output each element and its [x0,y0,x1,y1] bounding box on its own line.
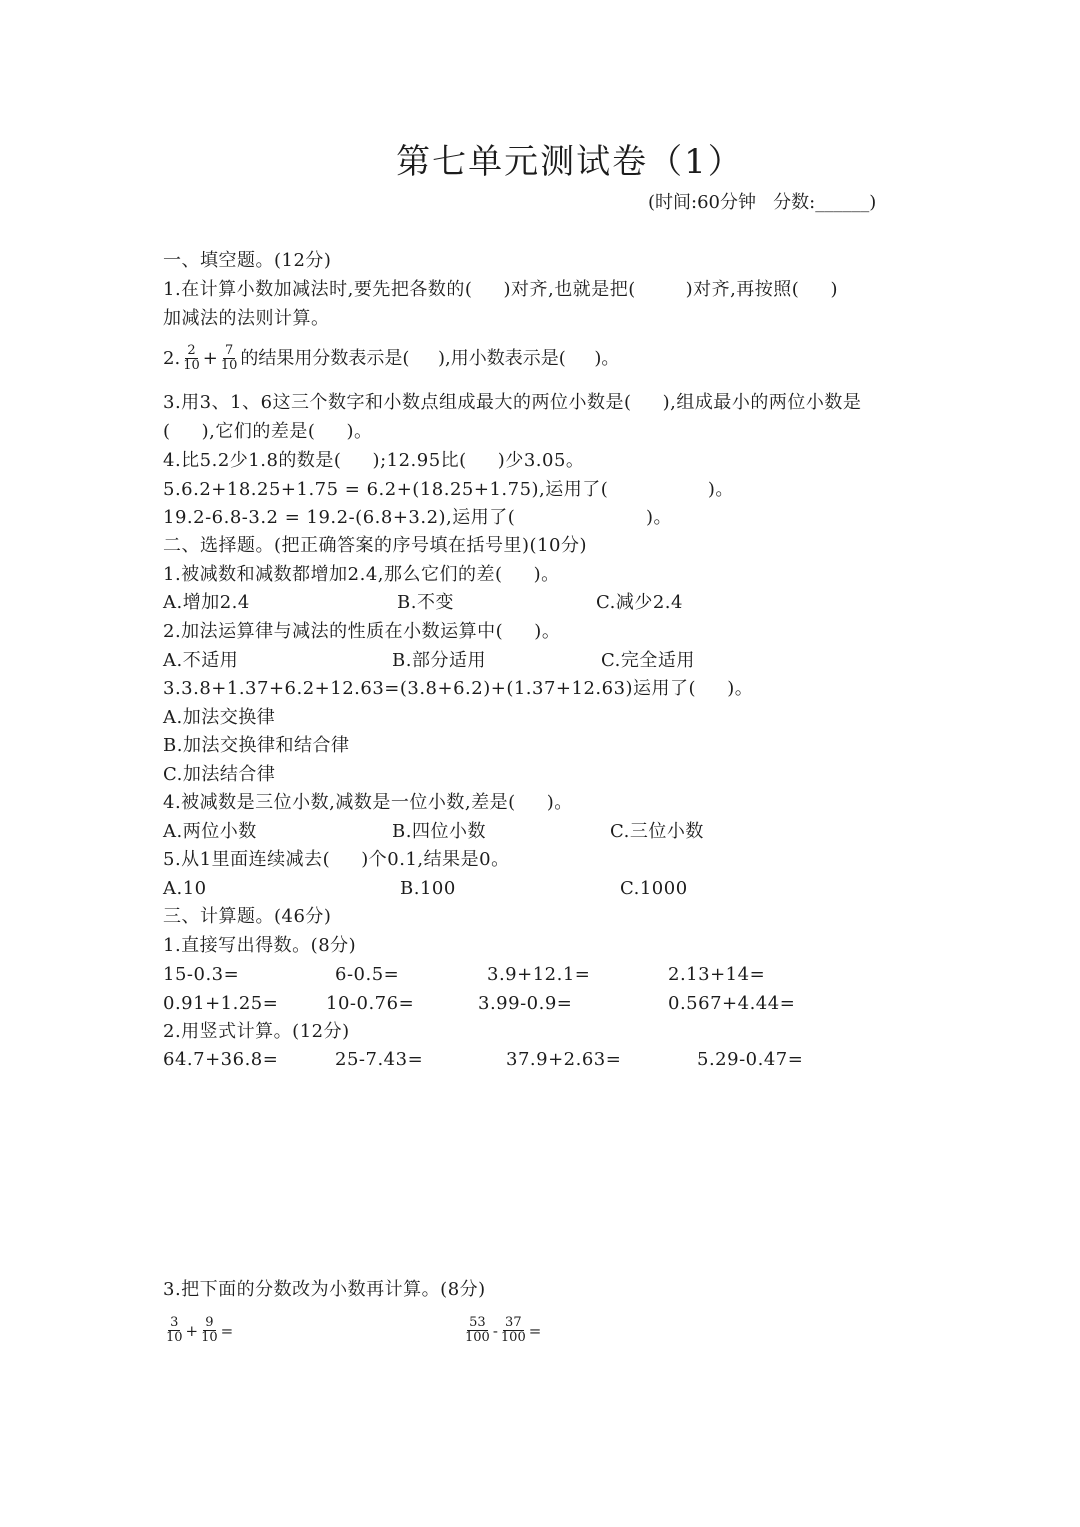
s3-q2-item: 25-7.43= [335,1049,424,1070]
s2-q1-option-a: A.增加2.4 [163,592,250,613]
fraction [499,1316,528,1345]
s1-q1-line1: 1.在计算小数加减法时,要先把各数的( )对齐,也就是把( )对齐,再按照( ) [163,279,838,300]
s2-q1-option-c: C.减少2.4 [596,592,683,613]
s2-q3-option-c: C.加法结合律 [163,764,276,785]
s2-q5-option-c: C.1000 [620,878,688,899]
fraction-numerator: 9 [205,1315,214,1330]
s1-q5-line1: 5.6.2+18.25+1.75 = 6.2+(18.25+1.75),运用了( )。 [163,479,734,500]
s1-q2-operator: + [202,347,218,369]
fraction [463,1316,492,1345]
s2-q3-option-b: B.加法交换律和结合律 [163,735,350,756]
s3-q2-item: 64.7+36.8= [163,1049,279,1070]
s1-q3-line1: 3.用3、1、6这三个数字和小数点组成最大的两位小数是( ),组成最小的两位小数是 [163,392,862,413]
s2-q4: 4.被减数是三位小数,减数是一位小数,差是( )。 [163,792,573,813]
fraction-denominator: 10 [220,358,238,373]
section1-heading: 一、填空题。(12分) [163,250,332,271]
fraction-denominator: 100 [465,1330,490,1345]
s2-q2-option-b: B.部分适用 [392,650,486,671]
s3-q1-item: 15-0.3= [163,964,240,985]
s2-q4-option-c: C.三位小数 [610,821,704,842]
fraction-numerator: 7 [224,343,234,358]
operator: - [492,1321,498,1340]
s2-q4-option-a: A.两位小数 [163,821,257,842]
s2-q2-option-a: A.不适用 [163,650,239,671]
s2-q3-option-a: A.加法交换律 [163,707,276,728]
s2-q5: 5.从1里面连续减去( )个0.1,结果是0。 [163,849,510,870]
time-score-line: (时间:60分钟 分数:______) [648,192,877,213]
s1-q1-line2: 加减法的法则计算。 [163,308,330,329]
s3-q1-item: 3.99-0.9= [478,993,573,1014]
fraction-denominator: 10 [183,358,200,373]
s3-q2-item: 5.29-0.47= [697,1049,804,1070]
s3-q1-item: 2.13+14= [668,964,766,985]
s3-q3: 3.把下面的分数改为小数再计算。(8分) [163,1279,486,1300]
s3-q1-item: 0.567+4.44= [668,993,796,1014]
fraction-denominator: 10 [201,1330,218,1345]
s1-q5-line2: 19.2-6.8-3.2 = 19.2-(6.8+3.2),运用了( )。 [163,507,672,528]
s3-q1-item: 6-0.5= [335,964,400,985]
page-title: 第七单元测试卷（1） [396,142,744,182]
s1-q2 [163,344,619,373]
section3-heading: 三、计算题。(46分) [163,906,332,927]
fraction [164,1316,185,1345]
s3-q2-item: 37.9+2.63= [506,1049,622,1070]
s1-q2-suffix: 的结果用分数表示是( ),用小数表示是( )。 [240,347,620,369]
fraction [199,1316,220,1345]
s3-q1-item: 0.91+1.25= [163,993,279,1014]
s2-q2-option-c: C.完全适用 [601,650,695,671]
equals-sign: = [220,1321,234,1340]
s3-q3-expression-1 [163,1316,233,1345]
equals-sign: = [528,1321,542,1340]
s3-q1: 1.直接写出得数。(8分) [163,935,357,956]
fraction-numerator: 2 [187,343,196,358]
s1-q4: 4.比5.2少1.8的数是( );12.95比( )少3.05。 [163,450,585,471]
section2-heading: 二、选择题。(把正确答案的序号填在括号里)(10分) [163,535,587,556]
s2-q2: 2.加法运算律与减法的性质在小数运算中( )。 [163,621,561,642]
s1-q2-fraction-2 [219,344,240,373]
s3-q1-item: 3.9+12.1= [487,964,591,985]
s3-q1-item: 10-0.76= [326,993,415,1014]
s2-q5-option-a: A.10 [163,878,207,899]
fraction-numerator: 3 [170,1315,179,1330]
s2-q3: 3.3.8+1.37+6.2+12.63=(3.8+6.2)+(1.37+12.63)运用了( )。 [163,678,754,699]
s2-q4-option-b: B.四位小数 [392,821,486,842]
operator: + [185,1321,199,1340]
fraction-denominator: 100 [500,1330,526,1345]
fraction-numerator: 37 [505,1315,522,1330]
s3-q2: 2.用竖式计算。(12分) [163,1021,350,1042]
s1-q2-prefix: 2. [163,347,181,369]
s1-q2-fraction-1 [181,344,202,373]
s1-q3-line2: ( ),它们的差是( )。 [163,421,373,442]
s2-q1-option-b: B.不变 [397,592,454,613]
s2-q1: 1.被减数和减数都增加2.4,那么它们的差( )。 [163,564,560,585]
s2-q5-option-b: B.100 [400,878,456,899]
s3-q3-expression-2 [462,1316,541,1345]
fraction-denominator: 10 [166,1330,183,1345]
fraction-numerator: 53 [469,1315,486,1330]
